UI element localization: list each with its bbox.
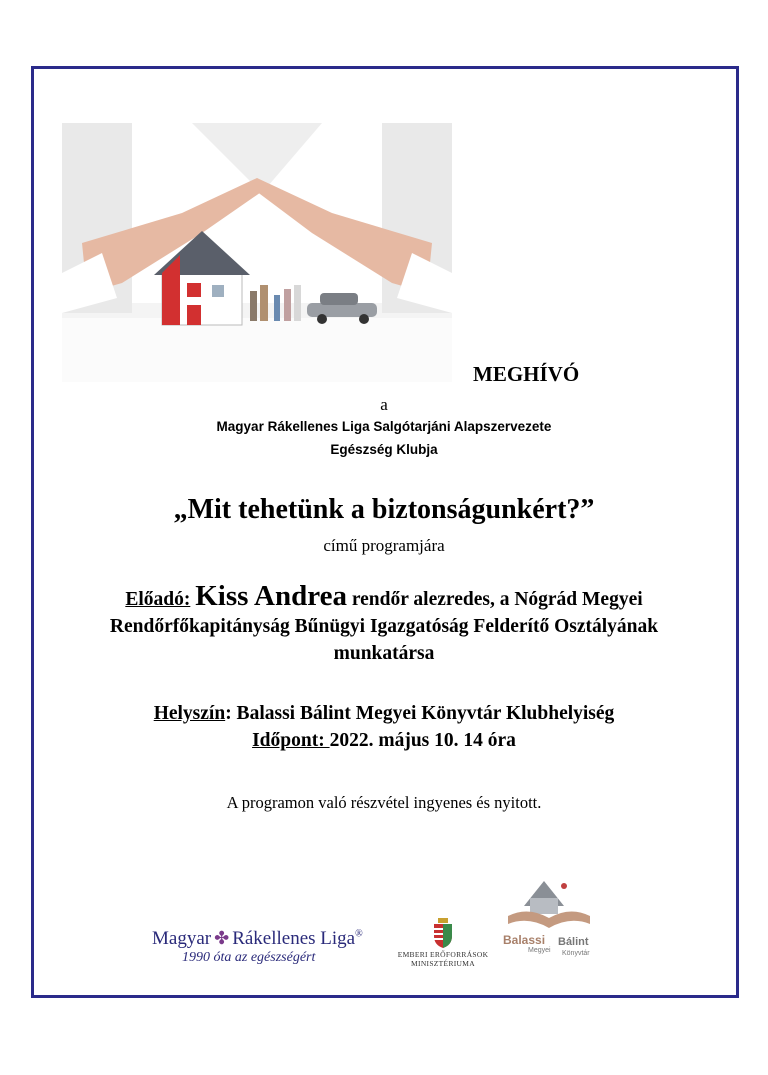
flower-icon: ✤ — [214, 928, 230, 948]
emmi-logo — [394, 918, 492, 978]
place-label: Helyszín — [153, 703, 226, 724]
mrl-logo-right: Rákellenes Liga — [232, 928, 356, 949]
details-block — [0, 700, 768, 754]
mrl-logo-left: Magyar — [152, 928, 212, 949]
library-building-icon — [504, 876, 594, 932]
time-value: 2022. május 10. 14 óra — [329, 730, 516, 751]
participation-note: A programon való részvétel ingyenes és nyitott. — [226, 793, 542, 812]
speaker-description-2: Rendőrfőkapitányság Bűnügyi Igazgatóság Felderítő Osztályának — [109, 616, 659, 637]
library-megyei: Megyei — [528, 947, 551, 954]
library-konyvtar: Könyvtár — [562, 950, 590, 957]
speaker-description-3: munkatársa — [333, 643, 435, 664]
mrl-logo — [152, 928, 372, 976]
coat-of-arms-icon — [432, 918, 454, 948]
mrl-logo-reg: ® — [355, 928, 363, 940]
mrl-tagline: 1990 óta az egészségért — [182, 950, 316, 965]
place-value: : Balassi Bálint Megyei Könyvtár Klubhelyiség — [225, 703, 615, 724]
connector-text: a — [380, 395, 388, 414]
library-balint: Bálint — [558, 936, 589, 948]
library-logo — [500, 876, 600, 968]
library-balassi: Balassi — [503, 933, 546, 947]
speaker-block — [60, 580, 708, 667]
house-protection-photo — [62, 123, 452, 382]
organizer-line-1: Magyar Rákellenes Liga Salgótarjáni Alapszervezete — [216, 419, 552, 434]
emmi-line-2: MINISZTÉRIUMA — [411, 959, 475, 968]
invitation-title: MEGHÍVÓ — [473, 362, 580, 386]
event-title: „Mit tehetünk a biztonságunkért?” — [173, 494, 595, 525]
event-subtitle: című programjára — [323, 536, 445, 555]
place-value-colon-wrap — [225, 703, 614, 724]
organizer-line-2: Egészség Klubja — [330, 442, 438, 457]
speaker-description-1: rendőr alezredes, a Nógrád Megyei — [351, 589, 643, 610]
emmi-line-1: EMBERI ERŐFORRÁSOK — [397, 950, 489, 959]
speaker-label: Előadó: — [125, 589, 191, 610]
time-label: Időpont: — [252, 730, 330, 751]
speaker-name: Kiss Andrea — [195, 580, 347, 612]
